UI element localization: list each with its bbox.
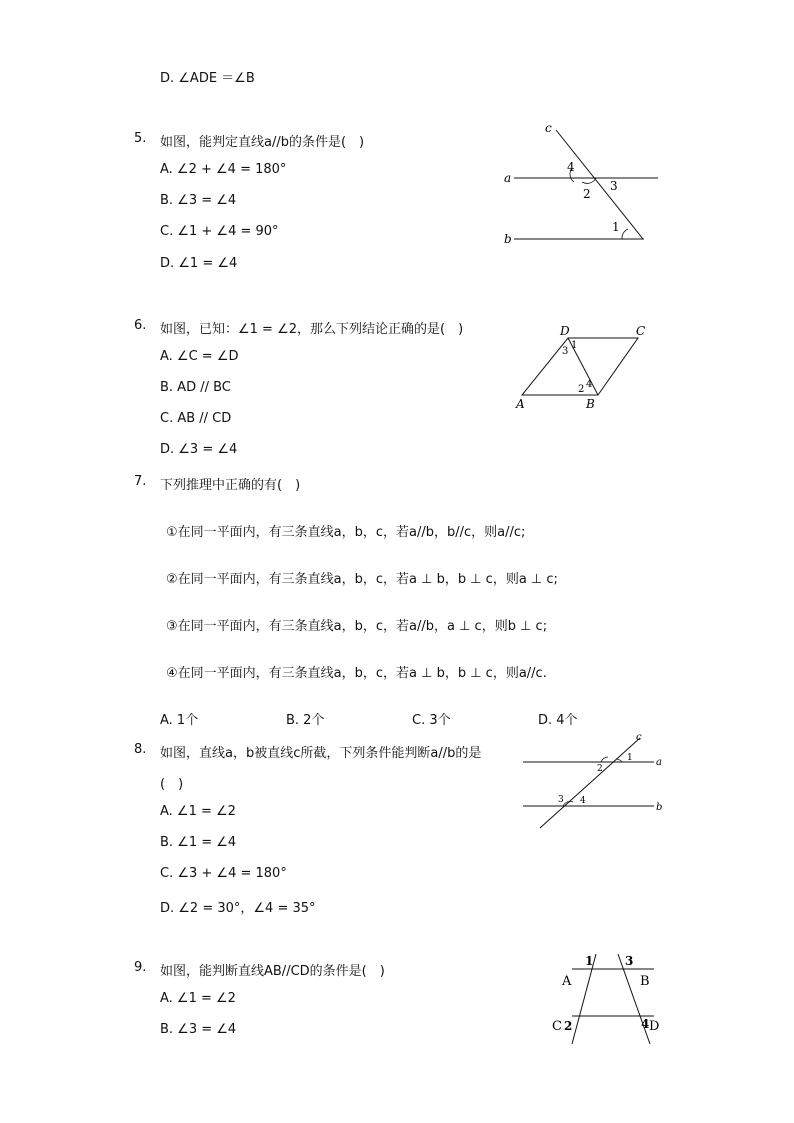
q9-number: 9. [134, 960, 147, 975]
q6-option-a: A. ∠C = ∠D [160, 349, 239, 364]
q9-angle-1: 1 [585, 954, 594, 968]
q9-label-c: C [552, 1019, 562, 1034]
q6-stem: 如图，已知：∠1 = ∠2，那么下列结论正确的是( ) [160, 322, 464, 337]
q8-label-c: c [636, 732, 642, 743]
q8-angle-1: 1 [627, 753, 633, 763]
q6-option-d: D. ∠3 = ∠4 [160, 442, 238, 457]
q7-statement-3: ③在同一平面内，有三条直线a，b，c，若a//b，a ⊥ c，则b ⊥ c; [166, 619, 548, 634]
q8-stem: 如图，直线a，b被直线c所截，下列条件能判断a//b的是 [160, 746, 482, 761]
q6-label-c: C [636, 324, 646, 338]
q6-option-c: C. AB // CD [160, 411, 232, 426]
q7-statement-2: ②在同一平面内，有三条直线a，b，c，若a ⊥ b，b ⊥ c，则a ⊥ c; [166, 572, 558, 587]
q7-number: 7. [134, 474, 147, 489]
q7-statement-4: ④在同一平面内，有三条直线a，b，c，若a ⊥ b，b ⊥ c，则a//c. [166, 666, 547, 681]
q6-label-d: D [560, 324, 570, 338]
q8-line-c [540, 738, 640, 828]
q9-option-b: B. ∠3 = ∠4 [160, 1022, 237, 1037]
q4-option-d: D. ∠ADE ＝∠B [160, 71, 255, 86]
q9-figure [548, 950, 668, 1048]
q9-label-d: D [649, 1019, 660, 1034]
q5-angle-1: 1 [612, 220, 620, 234]
q7-option-a: A. 1个 [160, 713, 199, 728]
q8-angle-4: 4 [580, 796, 586, 806]
q6-label-a: A [516, 397, 525, 411]
q8-option-c: C. ∠3 + ∠4 = 180° [160, 866, 287, 881]
q8-option-a: A. ∠1 = ∠2 [160, 804, 236, 819]
q9-angle-3: 3 [625, 954, 634, 968]
q6-angle-4: 4 [586, 379, 593, 390]
q8-label-a: a [656, 757, 662, 768]
q5-option-d: D. ∠1 = ∠4 [160, 256, 238, 271]
q7-option-c: C. 3个 [412, 713, 451, 728]
q8-option-d: D. ∠2 = 30°，∠4 = 35° [160, 901, 316, 916]
q5-option-b: B. ∠3 = ∠4 [160, 193, 237, 208]
q9-angle-4: 4 [641, 1017, 650, 1031]
q6-figure [510, 320, 660, 412]
q8-angle-2: 2 [597, 764, 603, 774]
q5-figure [500, 118, 670, 248]
q6-option-b: B. AD // BC [160, 380, 231, 395]
q6-angle-2: 2 [578, 384, 585, 395]
q5-number: 5. [134, 131, 147, 146]
q5-option-a: A. ∠2 + ∠4 = 180° [160, 162, 287, 177]
q9-option-a: A. ∠1 = ∠2 [160, 991, 236, 1006]
q8-figure [518, 730, 668, 830]
q7-stem: 下列推理中正确的有( ) [160, 478, 301, 493]
q5-label-a: a [504, 171, 512, 185]
q8-angle-3: 3 [558, 795, 564, 805]
q9-angle-2: 2 [564, 1019, 573, 1033]
q5-angle-4: 4 [567, 160, 575, 174]
q9-label-a: A [562, 974, 572, 989]
q8-number: 8. [134, 742, 147, 757]
q5-angle-2: 2 [583, 187, 591, 201]
q5-line-c [556, 130, 643, 239]
q5-label-b: b [504, 232, 512, 246]
q8-label-b: b [656, 802, 663, 813]
q6-angle-3: 3 [562, 346, 569, 357]
q5-stem: 如图，能判定直线a//b的条件是( ) [160, 135, 365, 150]
q9-label-b: B [640, 974, 650, 989]
q6-angle-1: 1 [571, 340, 578, 351]
q7-statement-1: ①在同一平面内，有三条直线a，b，c，若a//b，b//c，则a//c; [166, 525, 526, 540]
q8-stem-paren: ( ) [160, 777, 184, 792]
q6-label-b: B [586, 397, 595, 411]
q7-option-d: D. 4个 [538, 713, 578, 728]
q5-label-c: c [545, 121, 552, 135]
q8-option-b: B. ∠1 = ∠4 [160, 835, 237, 850]
q9-stem: 如图，能判断直线AB//CD的条件是( ) [160, 964, 385, 979]
q5-option-c: C. ∠1 + ∠4 = 90° [160, 224, 279, 239]
q6-number: 6. [134, 318, 147, 333]
q5-angle-3: 3 [610, 179, 618, 193]
q7-option-b: B. 2个 [286, 713, 325, 728]
